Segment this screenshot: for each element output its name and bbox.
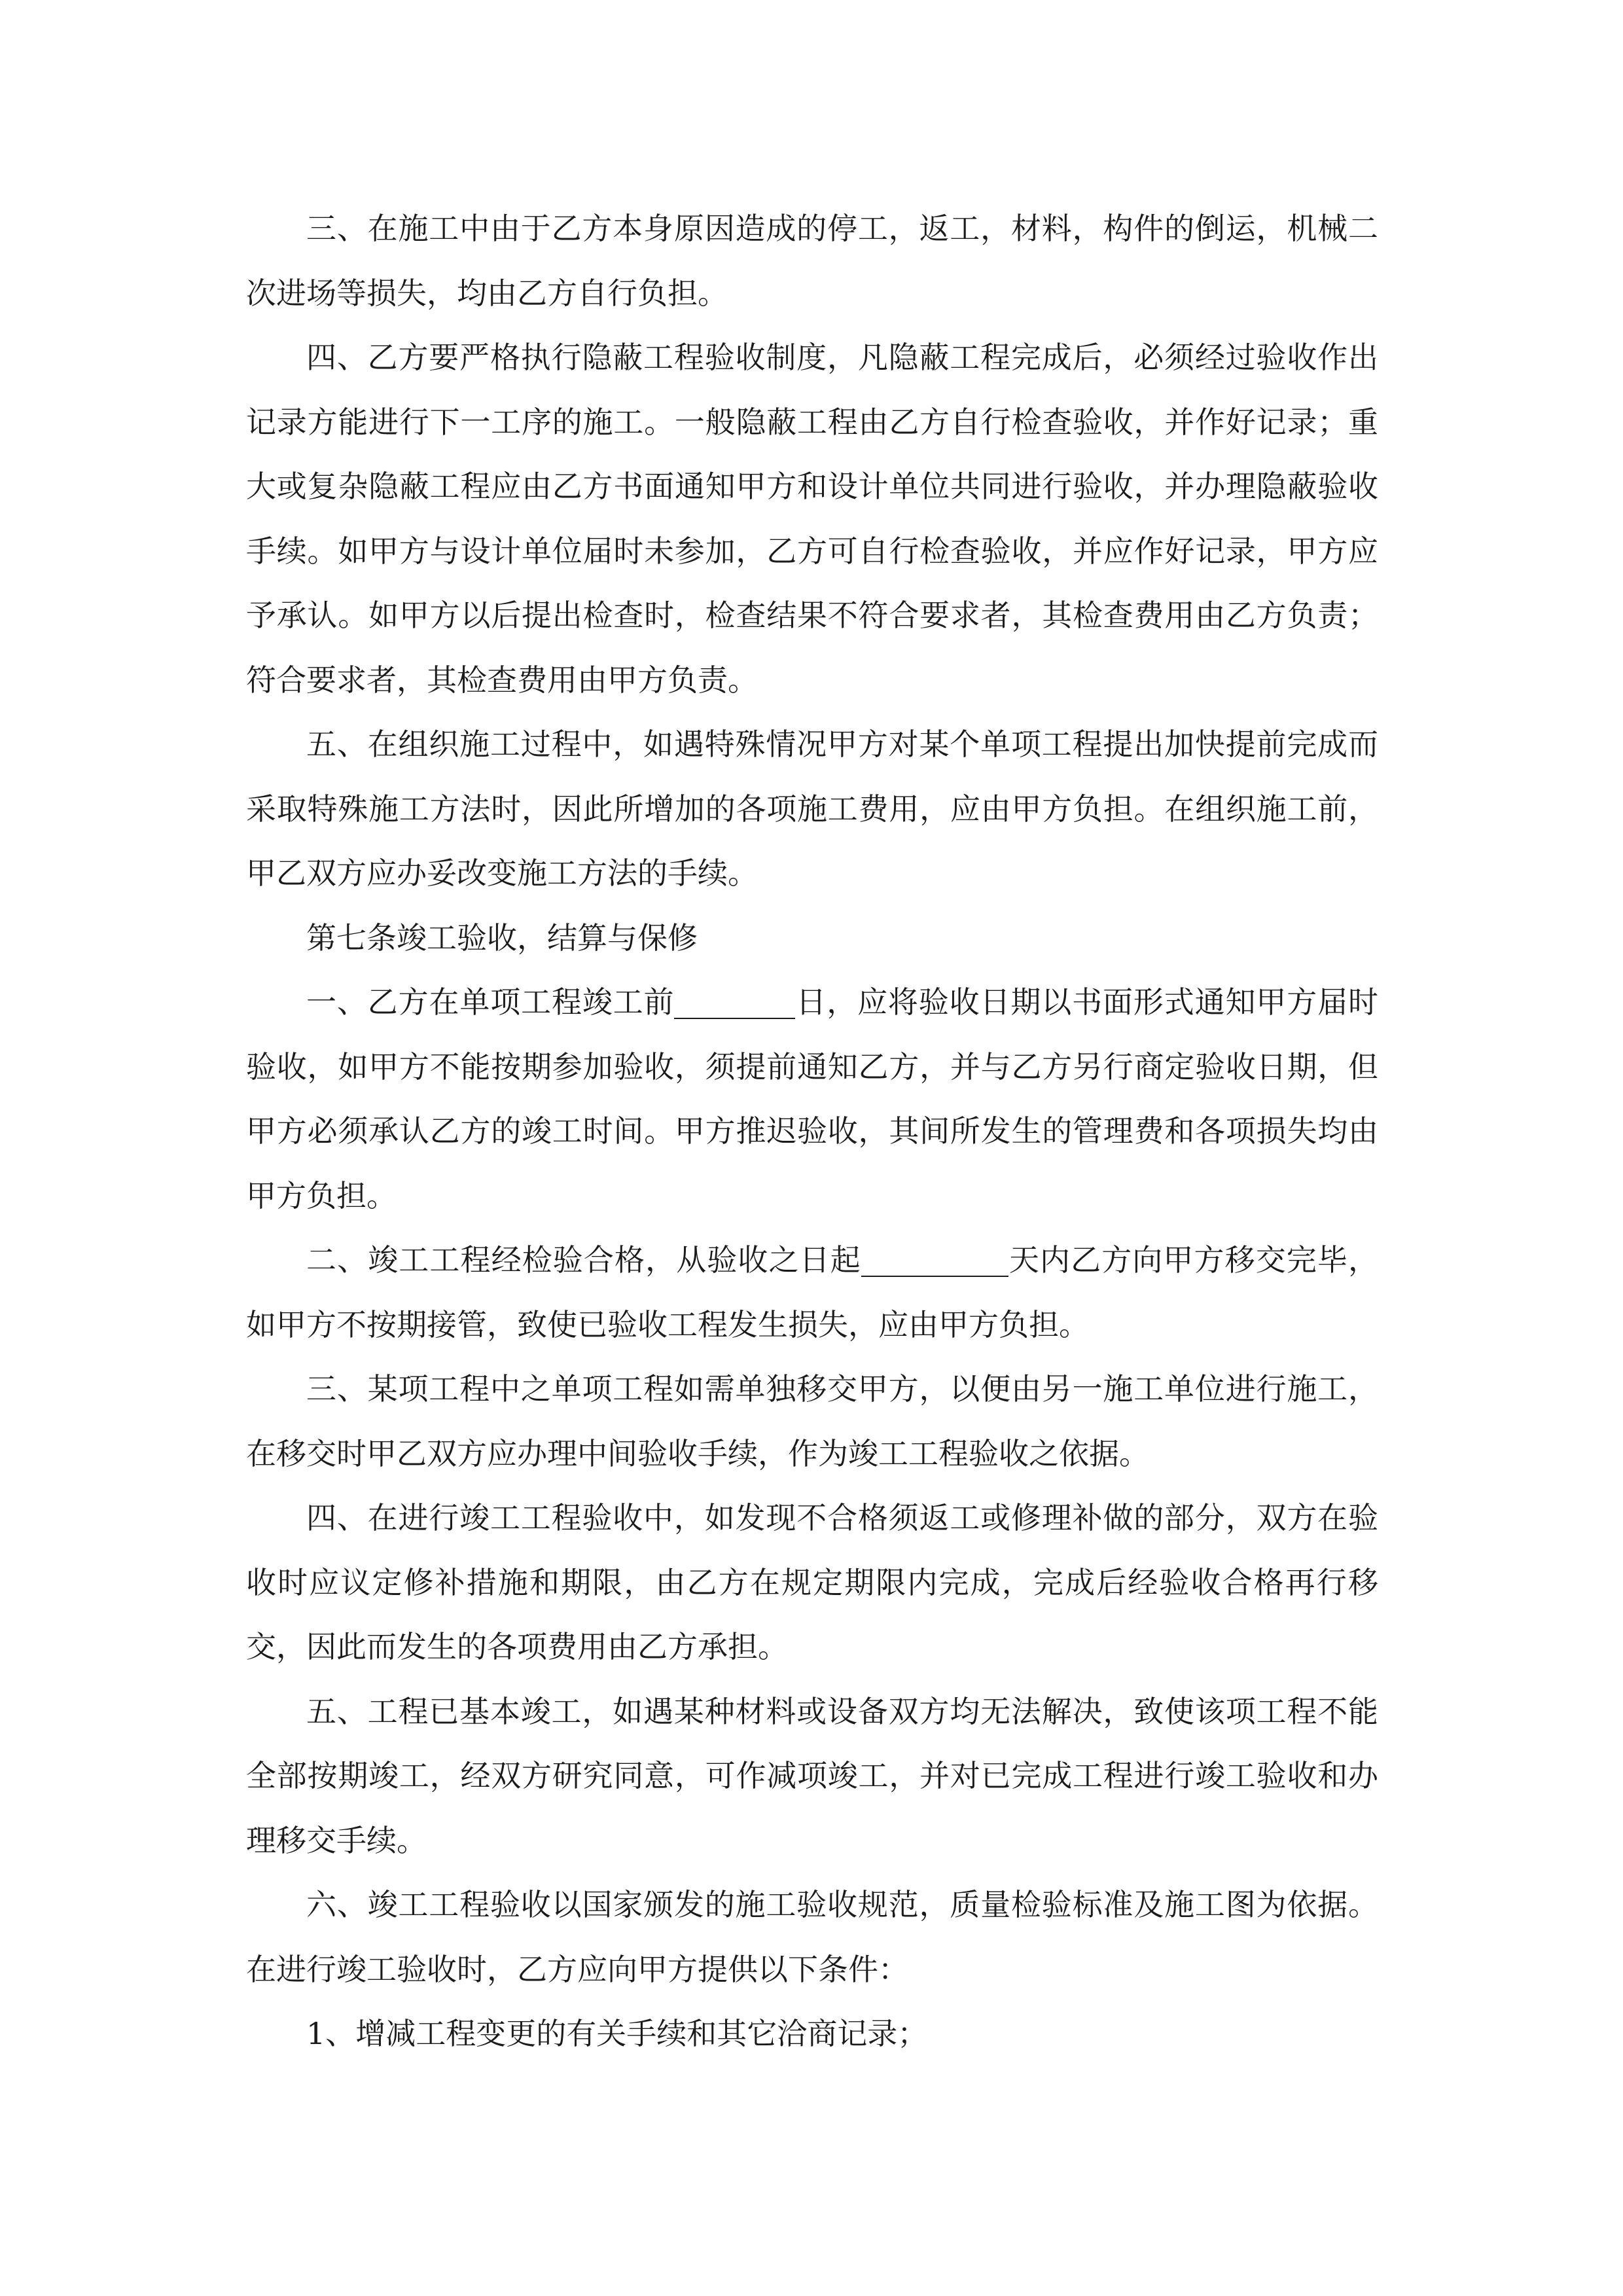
clause-one-text-before: 一、乙方在单项工程竣工前 (306, 984, 675, 1020)
paragraph-clause-1-notice (246, 970, 1378, 1228)
fill-in-blank-days (674, 988, 795, 1019)
section-heading-article-7: 第七条竣工验收，结算与保修 (306, 920, 698, 956)
clause-two-text-after: 天内乙方向甲方移交完毕，如甲方不按期接管，致使已验收工程发生损失，应由甲方负担。 (246, 1242, 1379, 1342)
paragraph-clause-5-special-methods: 五、在组织施工过程中，如遇特殊情况甲方对某个单项工程提出加快提前完成而采取特殊施工方法时，因此所增加的各项施工费用，应由甲方负担。在组织施工前，甲乙双方应办妥改变施工方法的手续。 (246, 726, 1378, 891)
clause-one-text-after: 日，应将验收日期以书面形式通知甲方届时验收，如甲方不能按期参加验收，须提前通知乙方，并与乙方另行商定验收日期，但甲方必须承认乙方的竣工时间。甲方推迟验收，其间所发生的管理费和各项损失均由甲方负担。 (246, 984, 1379, 1213)
clause-two-text-before: 二、竣工工程经检验合格，从验收之日起 (306, 1242, 861, 1278)
fill-in-blank-handover-days (861, 1246, 1008, 1277)
paragraph-clause-4-rework: 四、在进行竣工工程验收中，如发现不合格须返工或修理补做的部分，双方在验收时应议定修补措施和期限，由乙方在规定期限内完成，完成后经验收合格再行移交，因此而发生的各项费用由乙方承担。 (246, 1500, 1378, 1664)
paragraph-clause-2-handover (246, 1228, 1378, 1357)
list-item-1-change-records: 1、增减工程变更的有关手续和其它洽商记录； (306, 2016, 928, 2051)
paragraph-clause-6-acceptance-basis: 六、竣工工程验收以国家颁发的施工验收规范，质量检验标准及施工图为依据。在进行竣工验收时，乙方应向甲方提供以下条件： (246, 1887, 1378, 1987)
paragraph-clause-3-separate-handover: 三、某项工程中之单项工程如需单独移交甲方，以便由另一施工单位进行施工，在移交时甲乙双方应办理中间验收手续，作为竣工工程验收之依据。 (246, 1371, 1378, 1471)
paragraph-clause-5-partial-completion: 五、工程已基本竣工，如遇某种材料或设备双方均无法解决，致使该项工程不能全部按期竣工，经双方研究同意，可作减项竣工，并对已完成工程进行竣工验收和办理移交手续。 (246, 1693, 1378, 1858)
paragraph-clause-3-work-stoppage: 三、在施工中由于乙方本身原因造成的停工，返工，材料，构件的倒运，机械二次进场等损失，均由乙方自行负担。 (246, 211, 1378, 311)
document-body (246, 196, 1378, 2066)
paragraph-clause-4-concealed-works: 四、乙方要严格执行隐蔽工程验收制度，凡隐蔽工程完成后，必须经过验收作出记录方能进行下一工序的施工。一般隐蔽工程由乙方自行检查验收，并作好记录；重大或复杂隐蔽工程应由乙方书面通知甲方和设计单位共同进行验收，并办理隐蔽验收手续。如甲方与设计单位届时未参加，乙方可自行检查验收，并应作好记录，甲方应予承认。如甲方以后提出检查时，检查结果不符合要求者，其检查费用由乙方负责；符合要求者，其检查费用由甲方负责。 (246, 340, 1378, 698)
